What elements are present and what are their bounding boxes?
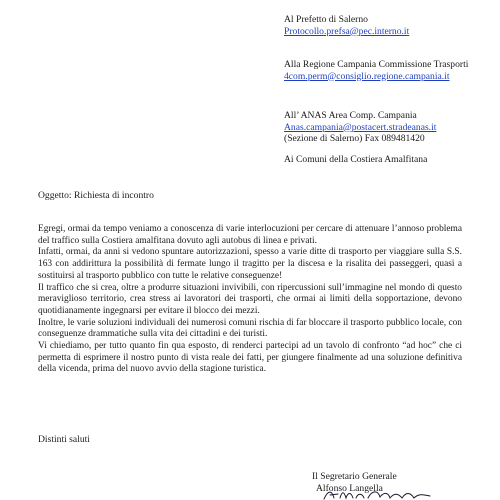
addressee-name: Al Prefetto di Salerno: [284, 14, 368, 25]
addressee-anas: [284, 110, 436, 145]
body-paragraph: Inoltre, le varie soluzioni individuali dei numerosi comuni rischia di far bloccare il trasporto pubblico locale, con conseguenze drammatiche sulla vita dei cittadini e dei turisti.: [38, 317, 462, 340]
addressee-prefetto: [284, 14, 409, 37]
addressee-name: Ai Comuni della Costiera Amalfitana: [284, 154, 428, 165]
letter-body: [38, 224, 462, 376]
addressee-email-link[interactable]: Protocollo.prefsa@pec.interno.it: [284, 25, 410, 37]
signature-role: Il Segretario Generale: [312, 471, 397, 482]
addressee-name: Alla Regione Campania Commissione Trasporti: [284, 59, 469, 70]
addressee-regione: [284, 59, 468, 82]
addressee-name: All’ ANAS Area Comp. Campania: [284, 110, 417, 121]
addressee-extra: (Sezione di Salerno) Fax 089481420: [284, 133, 425, 145]
addressee-email-link[interactable]: 4com.perm@consiglio.regione.campania.it: [284, 70, 450, 82]
letter-closing: Distinti saluti: [38, 434, 90, 445]
addressee-comuni: [284, 154, 427, 166]
body-paragraph: Vi chiediamo, per tutto quanto fin qua esposto, di renderci partecipi ad un tavolo di confronto “ad hoc” che ci permetta di esprimere il nostro punto di vista reale dei fatti, per giungere finalmente ad una soluzione definitiva della vicenda, prima del nuovo avvio della stagione turistica.: [38, 341, 462, 375]
signature-name: Alfonso Langella: [316, 482, 383, 494]
addressee-email-link[interactable]: Anas.campania@postacert.stradeanas.it: [284, 121, 437, 133]
handwritten-signature: [322, 488, 432, 500]
body-paragraph: Egregi, ormai da tempo veniamo a conoscenza di varie interlocuzioni per cercare di attenuare l’annoso problema del traffico sulla Costiera amalfitana dovuto agli autobus di linea e privati.: [38, 224, 462, 246]
body-paragraph: Il traffico che si crea, oltre a produrre situazioni invivibili, con ripercussioni sull’immagine nel mondo di questo meraviglioso territorio, crea stress ai lavoratori dei trasporti, che ormai ai limiti della sopportazione, devono quotidianamente ingegnarsi per evitare il blocco dei mezzi.: [38, 282, 462, 316]
letter-subject: Oggetto: Richiesta di incontro: [38, 190, 154, 201]
body-paragraph: Infatti, ormai, da anni si vedono spuntare autorizzazioni, spesso a varie ditte di trasporto per viaggiare sulla S.S. 163 con addirittura la possibilità di fermate lungo il tragitto per la discesa e la risalita dei passeggeri, quasi a sostituirsi al trasporto pubblico con tutte le relative conseguenze!: [38, 247, 462, 281]
